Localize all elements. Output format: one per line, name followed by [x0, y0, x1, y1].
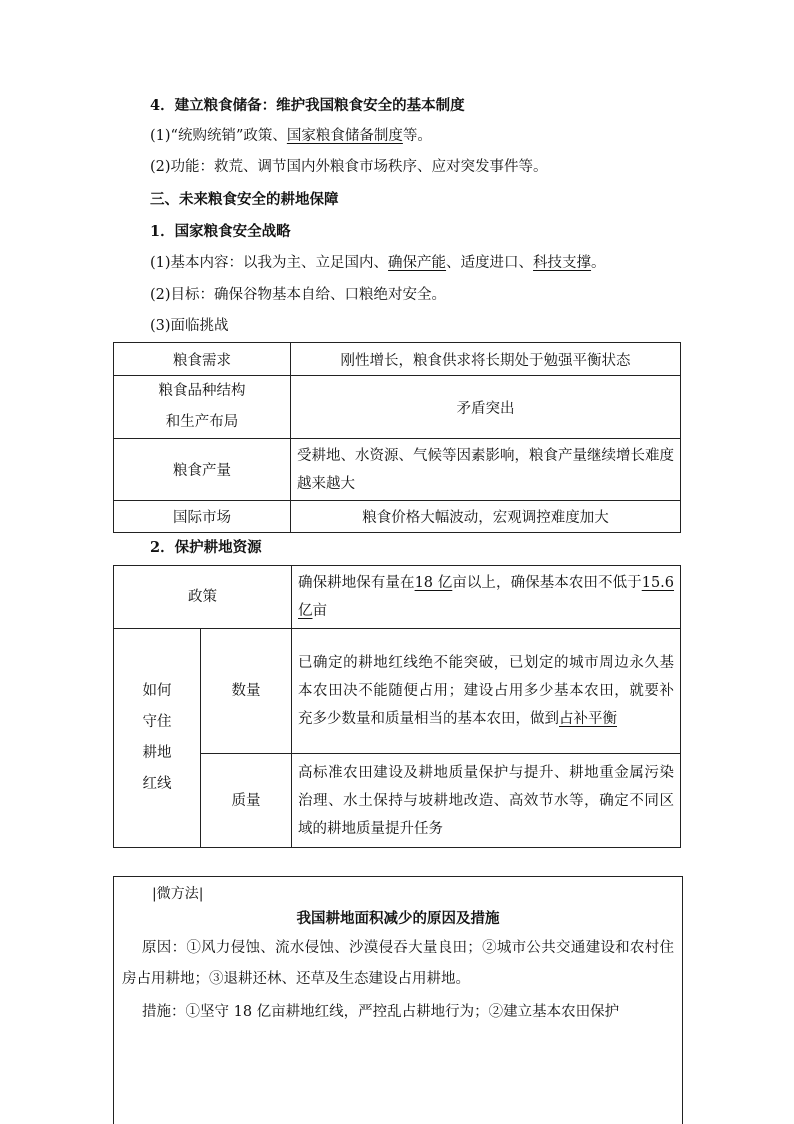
table-cell-value: 受耕地、水资源、气候等因素影响，粮食产量继续增长难度越来越大 — [291, 439, 681, 501]
farmland-table — [113, 565, 681, 848]
table-cell-value — [292, 566, 681, 629]
how-line: 守住 — [142, 714, 172, 730]
table-row — [114, 343, 681, 376]
subheading-protect-land: 2．保护耕地资源 — [150, 539, 262, 556]
table-cell-how — [114, 629, 201, 848]
subheading-strategy: 1．国家粮食安全战略 — [150, 223, 291, 240]
key-line-2: 和生产布局 — [165, 414, 239, 430]
how-line: 耕地 — [142, 745, 172, 761]
underlined-term-tech: 科技支撑 — [533, 255, 592, 271]
challenges-table — [113, 342, 681, 533]
section-heading-3: 三、未来粮食安全的耕地保障 — [150, 191, 339, 208]
box-reason: 原因：①风力侵蚀、流水侵蚀、沙漠侵吞大量良田；②城市公共交通建设和农村住房占用耕地；③退耕还林、还草及生态建设占用耕地。 — [122, 940, 674, 987]
basic-content-end: 。 — [591, 255, 606, 271]
policy-value-end: 亩 — [312, 603, 327, 619]
underlined-value-15-6: 15.6 亿 — [298, 575, 675, 619]
table-row — [114, 501, 681, 533]
table-cell-value: 粮食价格大幅波动，宏观调控难度加大 — [291, 501, 681, 533]
how-line: 如何 — [142, 683, 172, 699]
table-cell-key: 粮食产量 — [114, 439, 291, 501]
table-cell-key: 政策 — [114, 566, 292, 629]
policy-text-end: 等。 — [402, 128, 432, 144]
quantity-text: 已确定的耕地红线绝不能突破，已划定的城市周边永久基本农田决不能随便占用；建设占用多少基本农田，就要补充多少数量和质量相当的基本农田，做到 — [298, 655, 674, 727]
underlined-term-capacity: 确保产能 — [388, 255, 447, 271]
micro-method-box — [113, 876, 683, 1124]
table-cell-value — [292, 629, 681, 754]
table-row — [114, 439, 681, 501]
table-cell-value: 矛盾突出 — [291, 376, 681, 439]
table-cell-key — [114, 376, 291, 439]
paragraph-policy — [150, 126, 432, 146]
table-cell-key: 粮食需求 — [114, 343, 291, 376]
policy-text: (1)“统购统销”政策、 — [150, 128, 287, 144]
policy-value-text-2: 亩以上，确保基本农田不低于 — [452, 575, 642, 591]
table-cell-value: 刚性增长，粮食供求将长期处于勉强平衡状态 — [291, 343, 681, 376]
basic-content-text-2: 、适度进口、 — [446, 255, 534, 271]
underlined-term-balance: 占补平衡 — [559, 711, 617, 727]
box-tag: |微方法| — [152, 886, 204, 902]
paragraph-challenges: (3)面临挑战 — [150, 318, 229, 334]
policy-value-text: 确保耕地保有量在 — [298, 575, 415, 591]
paragraph-function: (2)功能：救荒、调节国内外粮食市场秩序、应对突发事件等。 — [150, 159, 548, 175]
how-line: 红线 — [142, 776, 172, 792]
table-cell-key: 质量 — [201, 754, 292, 848]
key-line-1: 粮食品种结构 — [158, 383, 246, 399]
box-title: 我国耕地面积减少的原因及措施 — [296, 910, 500, 927]
table-row — [114, 629, 681, 754]
underlined-value-18: 18 亿 — [414, 575, 453, 591]
basic-content-text: (1)基本内容：以我为主、立足国内、 — [150, 255, 389, 271]
table-cell-value: 高标准农田建设及耕地质量保护与提升、耕地重金属污染治理、水土保持与坡耕地改造、高效节水等，确定不同区域的耕地质量提升任务 — [292, 754, 681, 848]
heading-grain-reserve: 4．建立粮食储备：维护我国粮食安全的基本制度 — [150, 97, 465, 114]
table-cell-key: 数量 — [201, 629, 292, 754]
table-row — [114, 566, 681, 629]
table-cell-key: 国际市场 — [114, 501, 291, 533]
table-row — [114, 376, 681, 439]
paragraph-goal: (2)目标：确保谷物基本自给、口粮绝对安全。 — [150, 287, 447, 303]
paragraph-basic-content — [150, 253, 606, 273]
underlined-term-reserve-system: 国家粮食储备制度 — [286, 128, 403, 144]
box-measure: 措施：①坚守 18 亿亩耕地红线，严控乱占耕地行为；②建立基本农田保护 — [142, 1004, 620, 1020]
